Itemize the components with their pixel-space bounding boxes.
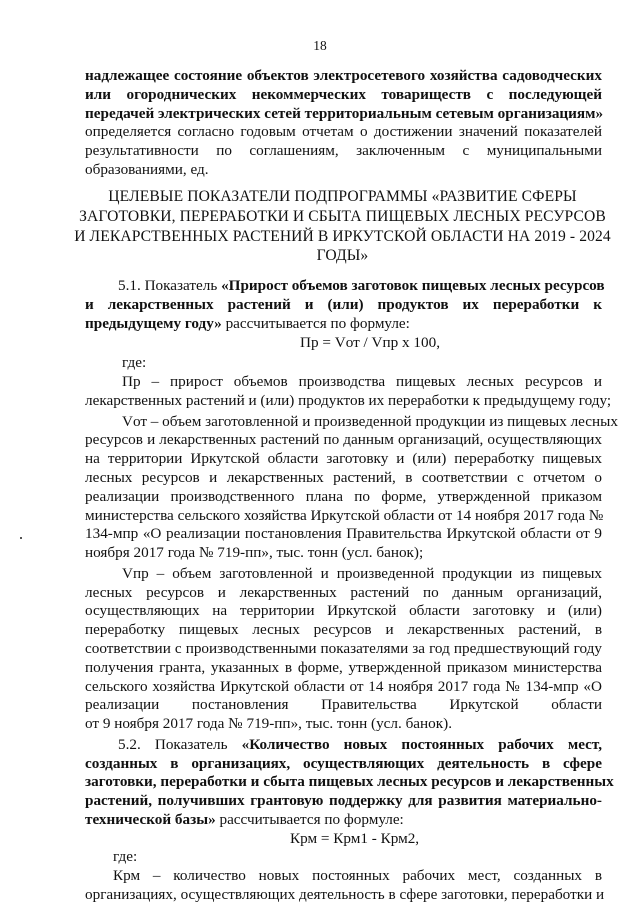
- krm-def-line-2: организациях, осуществляющих деятельность в сфере заготовки, переработки и: [85, 886, 605, 903]
- page-number: 18: [313, 38, 327, 53]
- vpr-def-line-4: переработку пищевых лесных ресурсов и лекарственных растений, в: [85, 621, 602, 639]
- krm-def-line-1: Крм – количество новых постоянных рабочих мест, созданных в: [113, 867, 602, 885]
- s52-line-1: [118, 735, 602, 755]
- intro-line-1: надлежащее состояние объектов электросетевого хозяйства садоводческих: [85, 67, 602, 84]
- vpr-def-line-1: Vпр – объем заготовленной и произведенной продукции из пищевых: [122, 564, 602, 582]
- s52-line-4: растений, получивших грантовую поддержку для развития материально-: [85, 792, 602, 810]
- s52-formula: Крм = Крм1 - Крм2,: [290, 829, 420, 847]
- vpr-def-line-7: сельского хозяйства Иркутской области от 14 ноября 2017 года № 134-мпр «О: [85, 677, 602, 695]
- s52-line-3: заготовки, переработки и сбыта пищевых лесных ресурсов и лекарственных: [85, 773, 614, 791]
- vpr-def-line-3: осуществляющих на территории Иркутской области заготовку и (или): [85, 602, 602, 620]
- section-heading-line-1: ЦЕЛЕВЫЕ ПОКАЗАТЕЛИ ПОДПРОГРАММЫ «РАЗВИТИЕ СФЕРЫ: [108, 188, 577, 206]
- section-heading-line-3: И ЛЕКАРСТВЕННЫХ РАСТЕНИЙ В ИРКУТСКОЙ ОБЛАСТИ НА 2019 - 2024: [74, 227, 611, 245]
- s51-title-part-3: предыдущему году»: [85, 315, 222, 332]
- section-heading-line-4: ГОДЫ»: [316, 247, 369, 265]
- s52-where: где:: [113, 848, 138, 866]
- vot-def-line-1: Vот – объем заготовленной и произведенной продукции из пищевых лесных: [122, 412, 618, 430]
- s52-line-2: созданных в организациях, осуществляющих деятельность в сфере: [85, 754, 602, 772]
- vpr-def-line-9: от 9 ноября 2017 года № 719-пп», тыс. тонн (усл. банок).: [85, 715, 452, 733]
- intro-line-2: или огороднических некоммерческих товариществ с последующей: [85, 85, 602, 103]
- intro-line-5: результативности по соглашениям, заключенным с муниципальными: [85, 142, 602, 160]
- vot-def-line-6: министерства сельского хозяйства Иркутской области от 14 ноября 2017 года №: [85, 506, 604, 524]
- pr-def-line-2: лекарственных растений и (или) продуктов их переработки к предыдущему году;: [85, 392, 612, 409]
- vpr-def-line-8: реализации постановления Правительства Иркутской области: [85, 696, 602, 714]
- vot-def-line-2: ресурсов и лекарственных растений по данным организаций, осуществляющих: [85, 431, 602, 449]
- s52-line-5: [85, 810, 602, 830]
- intro-line-4: определяется согласно годовым отчетам о достижении значений показателей: [85, 123, 602, 141]
- s51-line-3: [85, 314, 602, 334]
- section-heading-line-2: ЗАГОТОВКИ, ПЕРЕРАБОТКИ И СБЫТА ПИЩЕВЫХ ЛЕСНЫХ РЕСУРСОВ: [79, 207, 606, 225]
- s51-where: где:: [122, 354, 147, 372]
- s52-title-part-1: «Количество новых постоянных рабочих мест,: [241, 735, 602, 753]
- vot-def-line-8: ноября 2017 года № 719-пп», тыс. тонн (усл. банок);: [85, 544, 424, 562]
- s51-label: 5.1. Показатель: [118, 277, 222, 295]
- s51-lead-text: рассчитывается по формуле:: [221, 315, 410, 332]
- intro-line-3: передачей электрических сетей территориальным сетевым организациям»: [85, 104, 604, 122]
- s51-line-2: и лекарственных растений и (или) продуктов их переработки к: [85, 296, 602, 314]
- vot-def-line-4: лесных ресурсов и лекарственных растений, в соответствии с отчетом о: [85, 469, 602, 486]
- s52-lead-text: рассчитывается по формуле:: [215, 810, 404, 828]
- vpr-def-line-6: получения гранта, указанных в форме, утвержденной приказом министерства: [85, 658, 602, 676]
- s52-label: 5.2. Показатель: [118, 735, 242, 753]
- s52-title-part-5: технической базы»: [85, 810, 216, 828]
- s51-line-1: [118, 276, 605, 296]
- s51-formula: Пр = Vот / Vпр х 100,: [300, 333, 440, 351]
- vot-def-line-5: реализации производственного плана по форме, утвержденной приказом: [85, 487, 602, 505]
- intro-line-6: образованиями, ед.: [85, 160, 209, 178]
- vpr-def-line-2: лесных ресурсов и лекарственных растений по данным организаций,: [85, 583, 602, 601]
- scan-speck: [20, 537, 22, 539]
- s51-title-part-1: «Прирост объемов заготовок пищевых лесных ресурсов: [221, 277, 605, 295]
- pr-def-line-1: Пр – прирост объемов производства пищевых лесных ресурсов и: [122, 373, 602, 391]
- vpr-def-line-5: соответствии с производственными показателями за год предшествующий году: [85, 639, 602, 657]
- vot-def-line-3: на территории Иркутской области заготовку и (или) переработку пищевых: [85, 450, 602, 468]
- vot-def-line-7: 134-мпр «О реализации постановления Правительства Иркутской области от 9: [85, 525, 602, 543]
